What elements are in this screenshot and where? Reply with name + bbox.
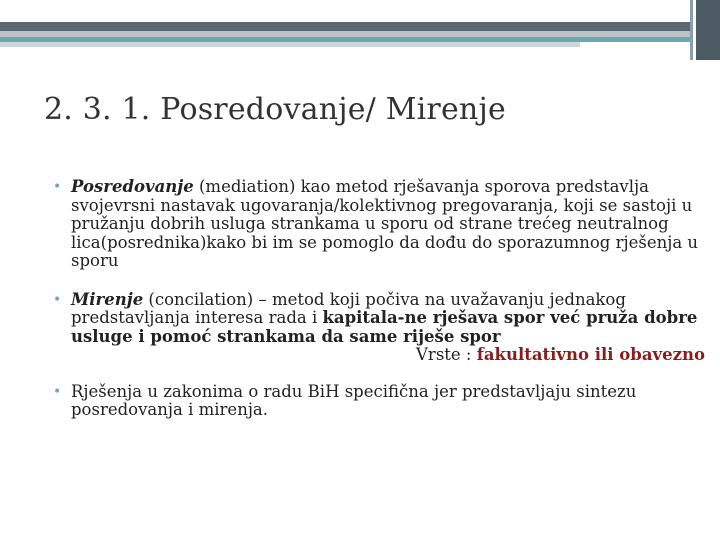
bullet-icon: •: [53, 179, 62, 195]
top-decorative-band: [0, 0, 720, 48]
slide-title: 2. 3. 1. Posredovanje/ Mirenje: [44, 92, 506, 127]
bullet-posredovanje: [53, 178, 713, 271]
text-posredovanje: (mediation) kao metod rješavanja sporova predstavlja svojevrsni nastavak ugovaranja/kolektivnog pregovaranja, koji se sastoji u pružanju dobrih usluga strankama u sporu od strane trećeg neutralnog lica(posrednika)kako bi im se pomoglo da dođu do sporazumnog rješenja u sporu: [71, 177, 699, 270]
corner-block: [696, 0, 720, 60]
text-rjesenja: Rješenja u zakonima o radu BiH specifična jer predstavljaju sintezu posredovanja i mirenja.: [71, 381, 637, 419]
text-mirenje: (concilation) – metod koji počiva na uvažavanju jednakog predstavljanja interesa rada i: [71, 289, 626, 327]
vrste-label: Vrste :: [416, 345, 477, 364]
bullet-list: [53, 178, 713, 440]
bullet-icon: •: [53, 291, 62, 308]
term-posredovanje: Posredovanje: [71, 177, 194, 196]
bullet-icon: •: [53, 383, 62, 400]
bullet-mirenje: [53, 291, 713, 365]
vrste-line: [71, 346, 713, 365]
corner-line: [690, 0, 693, 60]
term-mirenje: Mirenje: [71, 289, 144, 309]
emphasis-mirenje: kapitala-ne rješava spor već pruža dobre usluge i pomoć strankama da same riješe spor: [71, 308, 698, 346]
band-short-stripe: [0, 42, 580, 47]
band-dark-stripe: [0, 22, 690, 31]
vrste-value: fakultativno ili obavezno: [476, 345, 705, 364]
bullet-rjesenja: [53, 383, 713, 420]
